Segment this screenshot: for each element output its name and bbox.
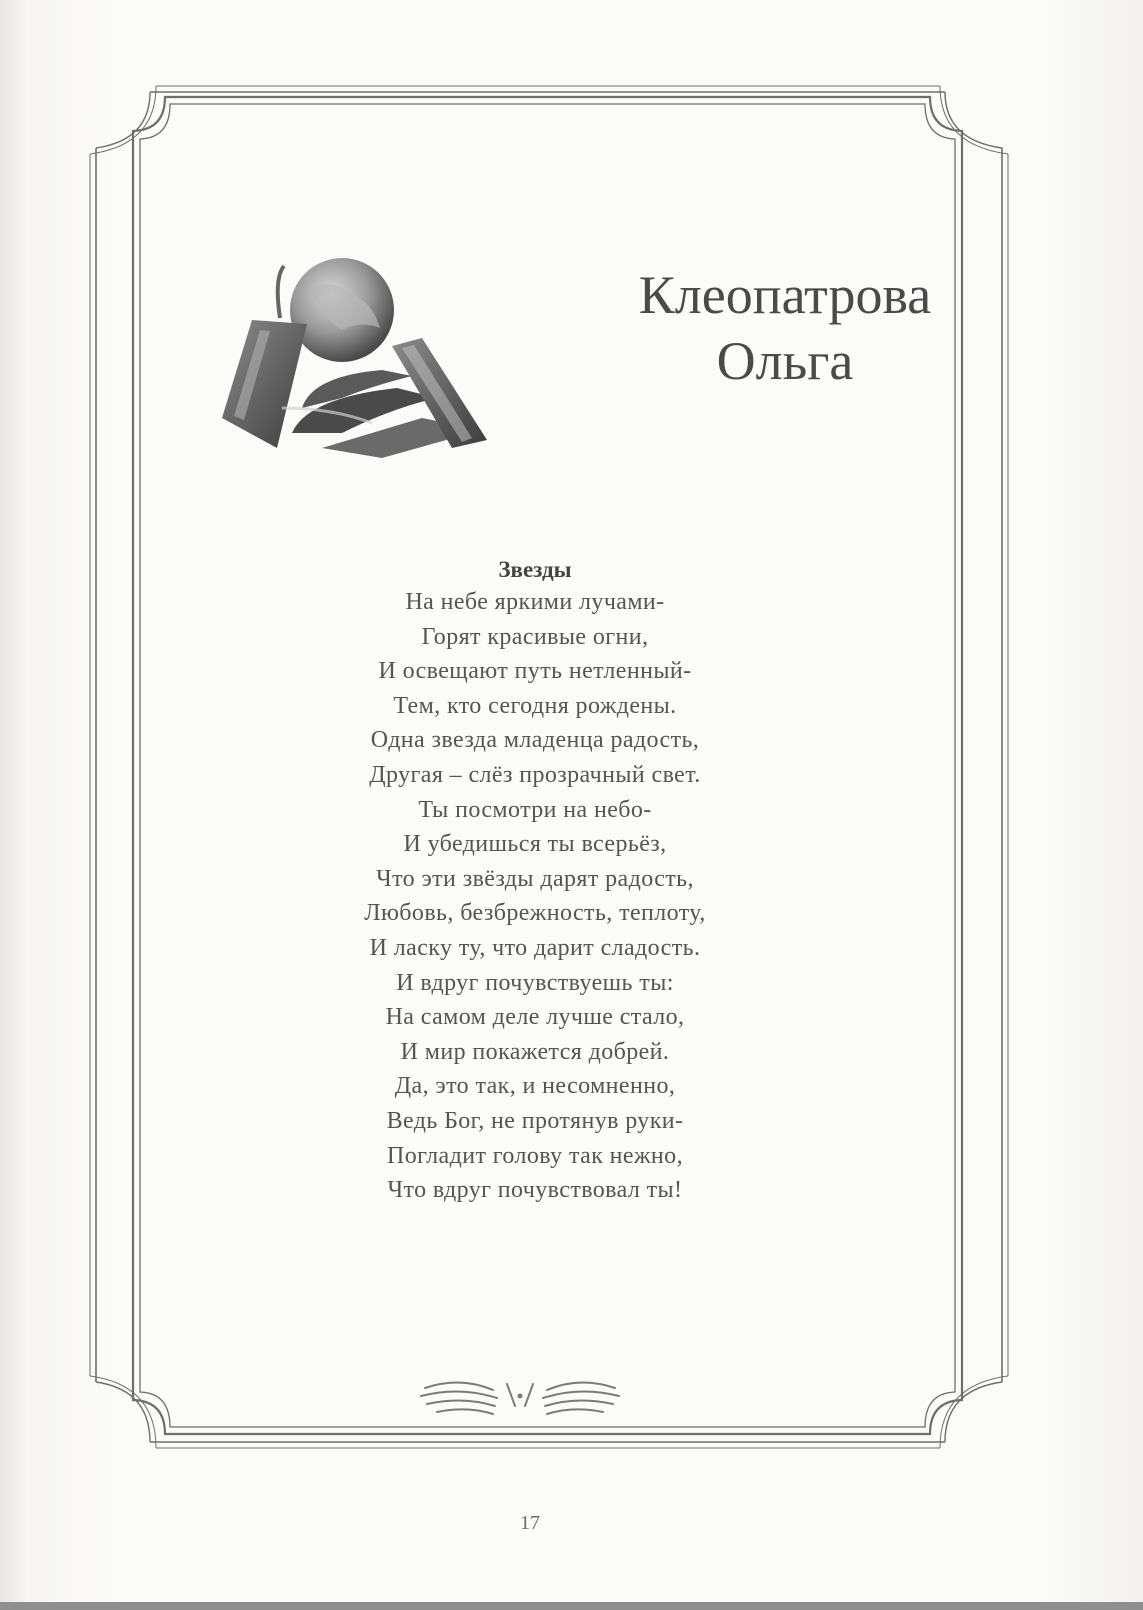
author-given-name: Ольга: [716, 331, 854, 391]
poem-line: Горят красивые огни,: [421, 623, 649, 650]
poem-line: Что вдруг почувствовал ты!: [387, 1177, 683, 1204]
poem-line: Что эти звёзды дарят радость,: [376, 865, 694, 892]
poem-line: На самом деле лучше стало,: [385, 1004, 685, 1031]
poem-line: И ласку ту, что дарит сладость.: [369, 934, 701, 961]
poem-line: И убедишься ты всерьёз,: [403, 831, 667, 858]
poem-line: Да, это так, и несомненно,: [394, 1073, 676, 1100]
author-name: [600, 262, 970, 394]
poem-line: И мир покажется добрей.: [400, 1038, 670, 1065]
poem-title: Звезды: [498, 557, 572, 582]
poem-line: Погладит голову так нежно,: [387, 1142, 683, 1169]
poem-line: И освещают путь нетленный-: [378, 658, 692, 685]
poem-lines: [290, 585, 780, 1208]
flourish-ornament-icon: [415, 1366, 625, 1431]
poem-line: Любовь, безбрежность, теплоту,: [364, 900, 706, 927]
poem-line: Ведь Бог, не протянув руки-: [386, 1107, 684, 1134]
poem-line: Ты посмотри на небо-: [418, 796, 652, 823]
page-bottom-edge: [0, 1602, 1143, 1610]
poem-line: Другая – слёз прозрачный свет.: [369, 761, 701, 788]
poem-line: Одна звезда младенца радость,: [370, 727, 700, 754]
globe-and-books-icon: [222, 258, 512, 463]
poem-line: На небе яркими лучами-: [405, 589, 665, 615]
page-number: 17: [520, 1512, 540, 1534]
poem: [290, 555, 780, 1208]
author-surname: Клеопатрова: [638, 265, 932, 325]
poem-line: Тем, кто сегодня рождены.: [393, 692, 677, 719]
poem-line: И вдруг почувствуешь ты:: [396, 969, 674, 996]
